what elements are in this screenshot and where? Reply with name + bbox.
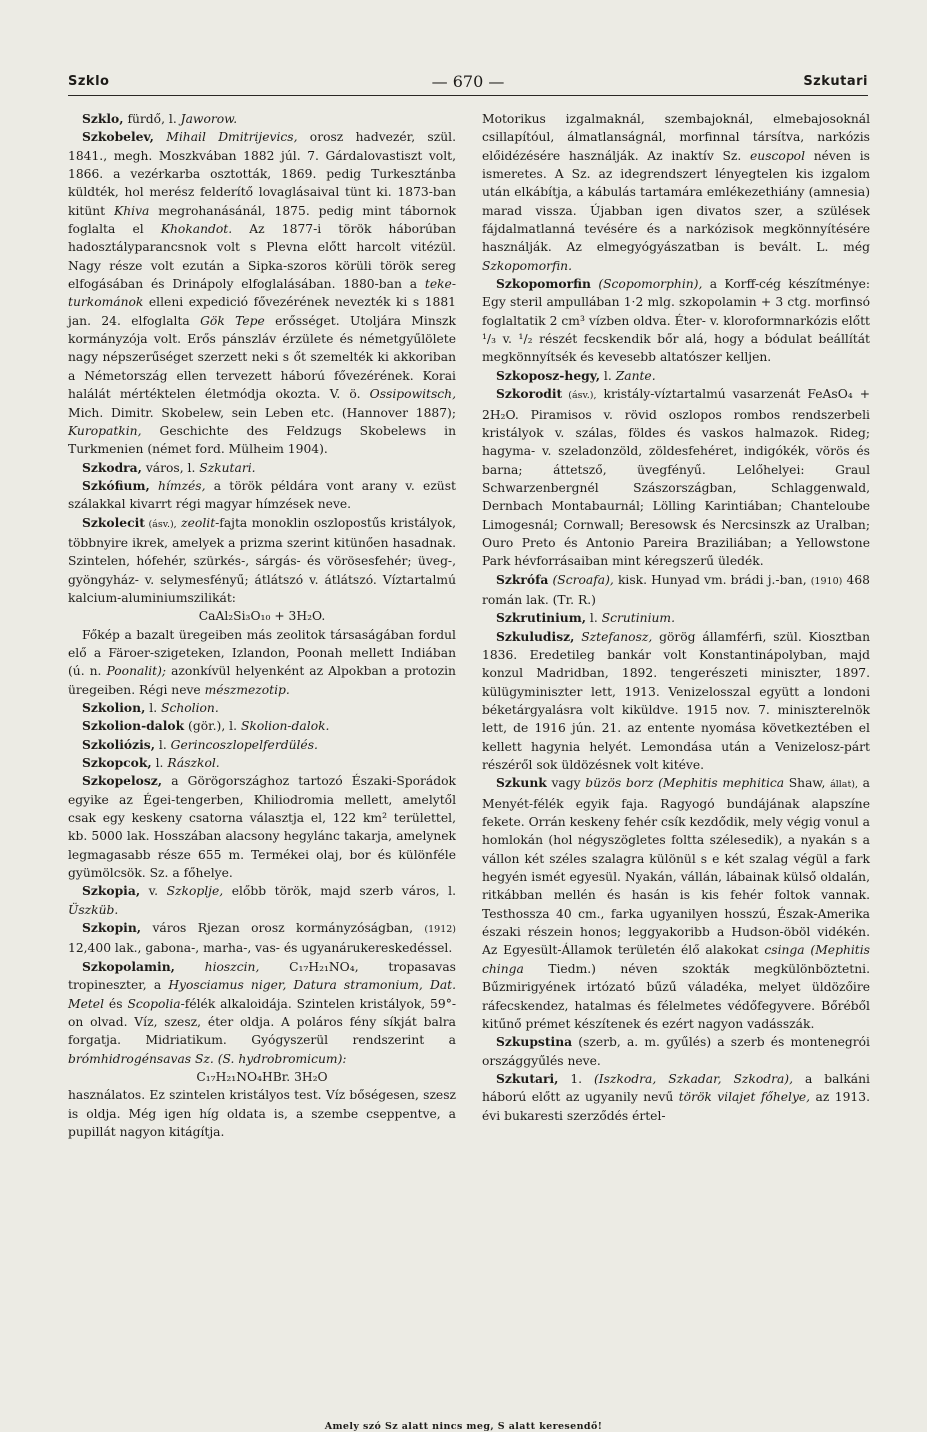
entry-szkoposz-hegy: Szkoposz-hegy, l. Zante.: [496, 367, 656, 383]
entry-szkopin: Szkopin, város Rjezan orosz kormányzóságban, (1912) 12,400 lak., gabona-, marha-, vas- és ugyanárukereskedéssel.: [68, 920, 456, 956]
entry-szkorodit: Szkorodit (ásv.), kristály-víztartalmú vasarzenát FeAsO₄ + 2H₂O. Piramisos v. rövid oszlopos rombos rendszerbeli kristályok v. szálas, földes és vaskos halmazok. Rideg; hagyma- v. szeladonzöld, zöldesfehéret, indigókék, vörös és barna; áttetsző, üvegfényű. Lelőhelyei: Graul Schwarzenbergnél Szászországban, Schlaggenwald, Dernbach Montabaurnál; Lölling Karintiában; Chanteloube Limogesnál; Cornwall; Beresowsk és Nercsinszk az Uralban; Ouro Preto és Antonio Pareira Braziliában; a Yellowstone Park hévforrásaiban mint kéregszerű üledék.: [482, 386, 870, 569]
entry-szkolecit: Szkolecit (ásv.), zeolit-fajta monoklin oszlopostűs kristályok, többnyire ikrek, amelyek a prizma szerint kitünően hasadnak. Szintelen, hófehér, szürkés-, sárgás- és vörösesfehér; üveg-, gyöngyház- v. selymesfényű; átlátszó v. átlátszó. Víztartalmú kalcium-aluminiumszilikát:: [68, 514, 456, 605]
formula-szkolecit: CaAl₂Si₃O₁₀ + 3H₂O.: [198, 609, 326, 624]
entry-szkutari: Szkutari, 1. (Iszkodra, Szkadar, Szkodra), a balkáni háború előtt az ugyanily nevű török vilajet főhelye, az 1913. évi bukaresti szerződés értel-: [482, 1070, 870, 1123]
entry-szkopomorfin: Szkopomorfin (Scopomorphin), a Korff-cég készítménye: Egy steril ampullában 1·2 mlg. szkopolamin + 3 ctg. morfinsó foglaltatik 2 cm³ vízben oldva. Éter- v. kloroformnarkózis előtt ¹/₃ v. ¹/₂ részét fecskendik bőr alá, hogy a bódulat beállítát megkönnyítsék és kevesebb altatószer kelljen.: [482, 276, 870, 365]
entry-szkoliozis: Szkoliózis, l. Gerincoszlopelferdülés.: [82, 736, 318, 752]
entry-szkopolamin-continued: Motorikus izgalmaknál, szembajoknál, elmebajosoknál csillapítóul, álmatlanságnál, morfinnal társítva, narkózis előidézésére használják. Az inaktív Sz. euscopol néven is ismeretes. A Sz. az idegrendszert lényegtelen kis izgalom után elkábítja, a kábulás tartamára emlékezethiány (amnesia) marad vissza. Újabban igen divatos szer, a szülések fájdalmatlanná tevésére és a narkózisok megkönnyítésére használják. Az elmegyógyászatban is bevált. L. még Szkopomorfin.: [482, 112, 870, 273]
left-column: [68, 110, 456, 1141]
entry-szkunk: Szkunk vagy büzös borz (Mephitis mephitica Shaw, állat), a Menyét-félék egyik faja. Ragyogó bundájának alapszíne fekete. Orrán keskeny fehér csík kezdődik, mely végig vonul a homlokán (hol négyszögletes foltta szélesedik), a nyakán s a vállon két széles szalagra különül s e két szalag végül a fark hegyén ismét egyesül. Nyakán, vállán, lábainak külső oldalán, ritkábban mellén és hasán is kis fehér foltok vannak. Testhossza 40 cm., farka ugyanilyen hosszú, Észak-Amerika északi részein honos; leggyakoribb a Hudson-öböl vidékén. Az Egyesült-Államok területén élő alakokat csinga (Mephitis chinga Tiedm.) néven szokták megkülönböztetni. Bűzmirigyének irtózató bűzű váladéka, melyet üldözőire ráfecskendez, hatalmas és félelmetes védőfegyvere. Bőréből kitűnő prémet készítenek és ezért nagyon vadásszák.: [482, 775, 870, 1031]
header-right-keyword: Szkutari: [803, 74, 868, 89]
entry-szkopcok: Szkopcok, l. Rászkol.: [82, 755, 220, 771]
entry-szkopolamin: Szkopolamin, hioszcin, C₁₇H₂₁NO₄, tropasavas tropineszter, a Hyosciamus niger, Datura stramonium, Dat. Metel és Scopolia-félék alkaloidája. Szintelen kristályok, 59°-on olvad. Víz, szesz, éter oldja. A poláros fény síkját balra forgatja. Midriatikum. Gyógyszerül rendszerint a brómhidrogénsavas Sz. (S. hydrobromicum):: [68, 958, 457, 1066]
entry-szkolion-dalok: Szkolion-dalok (gör.), l. Skolion-dalok.: [82, 718, 330, 734]
entry-szkopelosz: Szkopelosz, a Görögországhoz tartozó Északi-Sporádok egyike az Égei-tengerben, Khiliodromia mellett, amelytől csak egy keskeny csatorna választja el, 122 km² területtel, kb. 5000 lak. Hosszában alacsony hegylánc takarja, amelynek legmagasabb része 655 m. Termékei olaj, bor és különféle gyümölcsök. Sz. a főhelye.: [68, 773, 456, 881]
footer-note: Amely szó Sz alatt nincs meg, S alatt keresendő!: [324, 1421, 603, 1432]
entry-szkuludisz: Szkuludisz, Sztefanosz, görög államférfi, szül. Kiosztban 1836. Eredetileg bankár volt Konstantinápolyban, majd konzul Madridban, 1892. tengerészeti miniszter, 1897. külügyminiszter lett, 1913. Venizelosszal együtt a londoni béketárgyalásra volt kiküldve. 1915 nov. 7. miniszterelnök lett, de 1916 jún. 21. az entente nyomása következtében el kellett hagynia helyét. Lemondása után a Venizelosz-párt részéről sok üldözésnek volt kitéve.: [482, 628, 870, 773]
page-number: — 670 —: [431, 72, 505, 91]
entry-szkrofa: Szkrófa (Scroafa), kisk. Hunyad vm. brádi j.-ban, (1910) 468 román lak. (Tr. R.): [482, 571, 870, 607]
entry-szkopolamin-cont: használatos. Ez szintelen kristályos test. Víz bőségesen, szesz is oldja. Még igen híg oldata is, a szembe cseppentve, a pupillát nagyon kitágítja.: [68, 1088, 456, 1139]
entry-szkodra: Szkodra, város, l. Szkutari.: [82, 459, 256, 475]
entry-szkolion: Szkolion, l. Scholion.: [82, 700, 219, 715]
entry-szkrutinium: Szkrutinium, l. Scrutinium.: [496, 610, 675, 626]
header-rule: [68, 95, 868, 96]
entry-szkobelev: Szkobelev, Mihail Dmitrijevics, orosz hadvezér, szül. 1841., megh. Moszkvában 1882 júl. 7. Gárdalovastiszt volt, 1866. a vezérkarba osztották, 1869. pedig Turkesztánba küldték, hol merész felderítő lovaglásaival tünt ki. 1873-ban kitünt Khiva megrohanásánál, 1875. pedig mint tábornok foglalta el Khokandot. Az 1877-i török háborúban hadosztályparancsnok volt s Plevna előtt harcolt vitézül. Nagy része volt ezután a Sipka-szoros körüli török sereg elfogásában és Drinápoly elfoglalásában. 1880-ban a teke-turkománok elleni expedició fővezérének nevezték ki s 1881 jan. 24. elfoglalta Gök Tepe erősséget. Utoljára Minszk kormányzója volt. Erős pánszláv érzülete és németgyűlölete nagy népszerűséget szerzett neki s őt szemelték ki akkoriban a Németország ellen tervezett háború fővezérének. Korai halálát mértéktelen életmódja okozta. V. ö. Ossipowitsch, Mich. Dimitr. Skobelew, sein Leben etc. (Hannover 1887); Kuropatkin, Geschichte des Feldzugs Skobelews in Turkmenien (német ford. Mülheim 1904).: [68, 129, 457, 457]
entry-szkopia: Szkopia, v. Szkoplje, előbb török, majd szerb város, l. Üszküb.: [68, 883, 456, 917]
entry-szkofium: Szkófium, hímzés, a török példára vont arany v. ezüst szálakkal kivarrt régi magyar hímzések neve.: [68, 477, 456, 512]
entry-szkolecit-cont: Főkép a bazalt üregeiben más zeolitok társaságában fordul elő a Färoer-szigeteken, Izlandon, Poonah mellett Indiában (ú. n. Poonalit); azonkívül helyenként az Alpokban a protozin üregeiben. Régi neve mészmezotip.: [68, 627, 456, 697]
running-header: [68, 72, 868, 94]
header-left-keyword: Szklo: [68, 74, 110, 89]
right-column: [482, 110, 870, 1125]
formula-szkopolamin: C₁₇H₂₁NO₄HBr. 3H₂O: [196, 1069, 328, 1084]
entry-szklo: Szklo, fürdő, l. Jaworow.: [82, 111, 238, 126]
entry-szkupstina: Szkupstina (szerb, a. m. gyűlés) a szerb és montenegrói országgyűlés neve.: [482, 1034, 870, 1068]
